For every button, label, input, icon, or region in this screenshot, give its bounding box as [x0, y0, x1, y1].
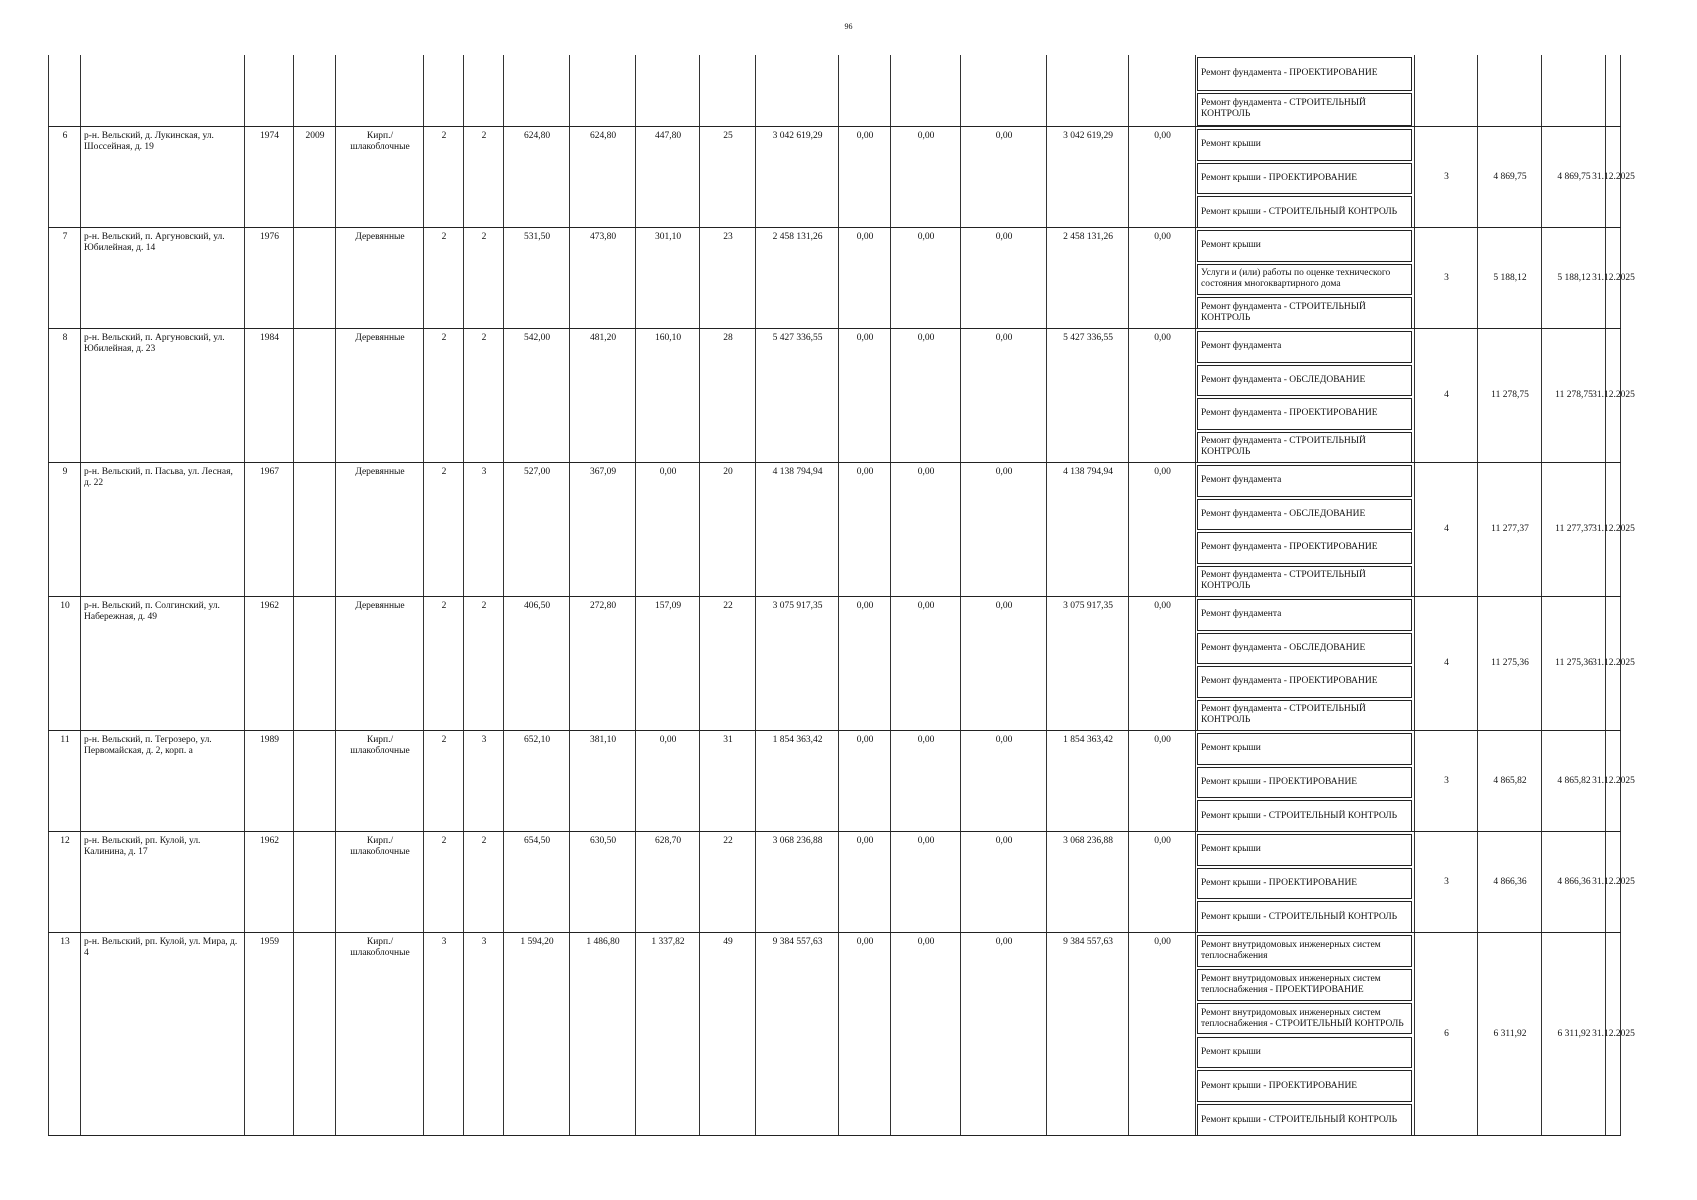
- deadline-cell: 31.12.2025: [1605, 731, 1621, 831]
- entrances-cell: 2: [463, 832, 503, 932]
- entrances-cell: 2: [463, 228, 503, 328]
- address-cell: р-н. Вельский, п. Тегрозеро, ул. Первомайская, д. 2, корп. а: [80, 731, 244, 831]
- unit-cost-cell: 11 275,36: [1477, 597, 1541, 730]
- fund-federal-cell: 0,00: [838, 127, 890, 227]
- work-item: Ремонт внутридомовых инженерных систем теплоснабжения - ПРОЕКТИРОВАНИЕ: [1197, 969, 1412, 1001]
- category-cell: 4: [1414, 463, 1477, 596]
- unit-cost-cell: 4 869,75: [1477, 127, 1541, 227]
- fund-other-cell: 0,00: [1128, 731, 1195, 831]
- work-item: Ремонт фундамента - СТРОИТЕЛЬНЫЙ КОНТРОЛЬ: [1197, 93, 1412, 127]
- area-owned-cell: 157,09: [635, 597, 699, 730]
- floors-cell: 2: [423, 329, 463, 462]
- fund-regional-cell: 0,00: [890, 933, 960, 1135]
- fund-owners-cell: 2 458 131,26: [1046, 228, 1128, 328]
- fund-local-cell: 0,00: [960, 933, 1046, 1135]
- category-cell: [1414, 55, 1477, 126]
- area-living-cell: 481,20: [569, 329, 635, 462]
- fund-owners-cell: 3 068 236,88: [1046, 832, 1128, 932]
- work-item: Ремонт крыши: [1197, 834, 1412, 866]
- year-built-cell: 1967: [244, 463, 293, 596]
- row-number: 13: [48, 933, 80, 1135]
- work-item: Ремонт фундамента - ПРОЕКТИРОВАНИЕ: [1197, 57, 1412, 91]
- year-repair-cell: [293, 228, 335, 328]
- floors-cell: [423, 55, 463, 126]
- area-living-cell: 630,50: [569, 832, 635, 932]
- fund-owners-cell: 3 042 619,29: [1046, 127, 1128, 227]
- area-living-cell: 381,10: [569, 731, 635, 831]
- cost-total-cell: 5 427 336,55: [755, 329, 838, 462]
- wall-material-cell: [335, 55, 423, 126]
- wall-material-cell: Деревянные: [335, 329, 423, 462]
- table-bottom-border: [48, 1135, 1621, 1136]
- work-item: Ремонт крыши: [1197, 1037, 1412, 1069]
- register-table: [48, 55, 1635, 1135]
- cost-total-cell: 1 854 363,42: [755, 731, 838, 831]
- works-list: [1195, 933, 1414, 1135]
- row-number: [48, 55, 80, 126]
- address-cell: [80, 55, 244, 126]
- category-cell: 3: [1414, 228, 1477, 328]
- fund-regional-cell: [890, 55, 960, 126]
- year-repair-cell: [293, 55, 335, 126]
- work-item: Услуги и (или) работы по оценке технического состояния многоквартирного дома: [1197, 264, 1412, 296]
- fund-regional-cell: 0,00: [890, 329, 960, 462]
- year-repair-cell: [293, 832, 335, 932]
- fund-owners-cell: 4 138 794,94: [1046, 463, 1128, 596]
- work-item: Ремонт крыши: [1197, 230, 1412, 262]
- fund-owners-cell: 5 427 336,55: [1046, 329, 1128, 462]
- cost-total-cell: 4 138 794,94: [755, 463, 838, 596]
- unit-cost-cell: 5 188,12: [1477, 228, 1541, 328]
- residents-cell: 23: [699, 228, 755, 328]
- table-row-continuation: [48, 55, 1621, 126]
- address-cell: р-н. Вельский, д. Лукинская, ул. Шоссейная, д. 19: [80, 127, 244, 227]
- deadline-cell: 31.12.2025: [1605, 228, 1621, 328]
- area-living-cell: 367,09: [569, 463, 635, 596]
- address-cell: р-н. Вельский, п. Аргуновский, ул. Юбилейная, д. 23: [80, 329, 244, 462]
- row-number: 11: [48, 731, 80, 831]
- fund-owners-cell: 3 075 917,35: [1046, 597, 1128, 730]
- fund-regional-cell: 0,00: [890, 228, 960, 328]
- address-cell: р-н. Вельский, рп. Кулой, ул. Мира, д. 4: [80, 933, 244, 1135]
- residents-cell: 22: [699, 597, 755, 730]
- area-owned-cell: 1 337,82: [635, 933, 699, 1135]
- fund-other-cell: 0,00: [1128, 933, 1195, 1135]
- floors-cell: 2: [423, 463, 463, 596]
- work-item: Ремонт фундамента: [1197, 331, 1412, 363]
- works-list: [1195, 55, 1414, 126]
- area-owned-cell: 628,70: [635, 832, 699, 932]
- work-item: Ремонт крыши - СТРОИТЕЛЬНЫЙ КОНТРОЛЬ: [1197, 1104, 1412, 1136]
- cost-total-cell: [755, 55, 838, 126]
- unit-cost-cell: 6 311,92: [1477, 933, 1541, 1135]
- max-unit-cost-cell: 4 866,36: [1541, 832, 1605, 932]
- year-built-cell: [244, 55, 293, 126]
- wall-material-cell: Деревянные: [335, 228, 423, 328]
- area-total-cell: 654,50: [503, 832, 569, 932]
- fund-federal-cell: 0,00: [838, 463, 890, 596]
- wall-material-cell: Кирп./ шлакоблочные: [335, 832, 423, 932]
- residents-cell: 28: [699, 329, 755, 462]
- area-owned-cell: 447,80: [635, 127, 699, 227]
- work-item: Ремонт фундамента - СТРОИТЕЛЬНЫЙ КОНТРОЛЬ: [1197, 566, 1412, 598]
- area-total-cell: 624,80: [503, 127, 569, 227]
- fund-other-cell: 0,00: [1128, 597, 1195, 730]
- year-built-cell: 1984: [244, 329, 293, 462]
- area-living-cell: 1 486,80: [569, 933, 635, 1135]
- fund-federal-cell: 0,00: [838, 329, 890, 462]
- area-total-cell: 531,50: [503, 228, 569, 328]
- fund-regional-cell: 0,00: [890, 731, 960, 831]
- works-list: [1195, 127, 1414, 227]
- fund-other-cell: 0,00: [1128, 127, 1195, 227]
- works-list: [1195, 228, 1414, 328]
- category-cell: 3: [1414, 731, 1477, 831]
- fund-other-cell: 0,00: [1128, 228, 1195, 328]
- residents-cell: 25: [699, 127, 755, 227]
- max-unit-cost-cell: 6 311,92: [1541, 933, 1605, 1135]
- area-living-cell: 473,80: [569, 228, 635, 328]
- fund-other-cell: 0,00: [1128, 463, 1195, 596]
- fund-federal-cell: 0,00: [838, 597, 890, 730]
- max-unit-cost-cell: 4 865,82: [1541, 731, 1605, 831]
- work-item: Ремонт фундамента: [1197, 599, 1412, 631]
- area-living-cell: 624,80: [569, 127, 635, 227]
- work-item: Ремонт фундамента - ПРОЕКТИРОВАНИЕ: [1197, 532, 1412, 564]
- area-owned-cell: 0,00: [635, 463, 699, 596]
- residents-cell: 22: [699, 832, 755, 932]
- work-item: Ремонт внутридомовых инженерных систем теплоснабжения - СТРОИТЕЛЬНЫЙ КОНТРОЛЬ: [1197, 1003, 1412, 1035]
- cost-total-cell: 3 068 236,88: [755, 832, 838, 932]
- area-owned-cell: 301,10: [635, 228, 699, 328]
- entrances-cell: 3: [463, 731, 503, 831]
- fund-federal-cell: 0,00: [838, 933, 890, 1135]
- residents-cell: [699, 55, 755, 126]
- max-unit-cost-cell: [1541, 55, 1605, 126]
- year-built-cell: 1959: [244, 933, 293, 1135]
- address-cell: р-н. Вельский, рп. Кулой, ул. Калинина, д. 17: [80, 832, 244, 932]
- work-item: Ремонт фундамента - ПРОЕКТИРОВАНИЕ: [1197, 398, 1412, 430]
- area-total-cell: 1 594,20: [503, 933, 569, 1135]
- area-living-cell: [569, 55, 635, 126]
- fund-owners-cell: [1046, 55, 1128, 126]
- wall-material-cell: Кирп./ шлакоблочные: [335, 731, 423, 831]
- table-row: [48, 328, 1635, 462]
- work-item: Ремонт фундамента - ОБСЛЕДОВАНИЕ: [1197, 633, 1412, 665]
- work-item: Ремонт фундамента - ПРОЕКТИРОВАНИЕ: [1197, 666, 1412, 698]
- year-built-cell: 1962: [244, 832, 293, 932]
- fund-other-cell: 0,00: [1128, 832, 1195, 932]
- table-row: [48, 227, 1635, 328]
- cost-total-cell: 3 042 619,29: [755, 127, 838, 227]
- fund-owners-cell: 9 384 557,63: [1046, 933, 1128, 1135]
- floors-cell: 2: [423, 731, 463, 831]
- year-repair-cell: [293, 597, 335, 730]
- fund-federal-cell: 0,00: [838, 228, 890, 328]
- entrances-cell: 2: [463, 597, 503, 730]
- works-list: [1195, 329, 1414, 462]
- area-owned-cell: 160,10: [635, 329, 699, 462]
- area-total-cell: 652,10: [503, 731, 569, 831]
- fund-local-cell: 0,00: [960, 731, 1046, 831]
- year-built-cell: 1962: [244, 597, 293, 730]
- wall-material-cell: Деревянные: [335, 597, 423, 730]
- area-total-cell: 527,00: [503, 463, 569, 596]
- category-cell: 4: [1414, 329, 1477, 462]
- works-list: [1195, 832, 1414, 932]
- fund-federal-cell: [838, 55, 890, 126]
- page-number: 96: [844, 22, 853, 31]
- max-unit-cost-cell: 11 277,37: [1541, 463, 1605, 596]
- unit-cost-cell: [1477, 55, 1541, 126]
- work-item: Ремонт крыши - СТРОИТЕЛЬНЫЙ КОНТРОЛЬ: [1197, 196, 1412, 228]
- entrances-cell: 3: [463, 463, 503, 596]
- work-item: Ремонт крыши - ПРОЕКТИРОВАНИЕ: [1197, 1070, 1412, 1102]
- entrances-cell: [463, 55, 503, 126]
- unit-cost-cell: 4 866,36: [1477, 832, 1541, 932]
- work-item: Ремонт фундамента: [1197, 465, 1412, 497]
- address-cell: р-н. Вельский, п. Солгинский, ул. Набережная, д. 49: [80, 597, 244, 730]
- deadline-cell: 31.12.2025: [1605, 832, 1621, 932]
- floors-cell: 2: [423, 228, 463, 328]
- work-item: Ремонт крыши - ПРОЕКТИРОВАНИЕ: [1197, 767, 1412, 799]
- fund-local-cell: 0,00: [960, 228, 1046, 328]
- work-item: Ремонт внутридомовых инженерных систем теплоснабжения: [1197, 935, 1412, 967]
- fund-other-cell: [1128, 55, 1195, 126]
- max-unit-cost-cell: 11 278,75: [1541, 329, 1605, 462]
- fund-local-cell: 0,00: [960, 127, 1046, 227]
- work-item: Ремонт фундамента - СТРОИТЕЛЬНЫЙ КОНТРОЛЬ: [1197, 700, 1412, 732]
- address-cell: р-н. Вельский, п. Пасьва, ул. Лесная, д. 22: [80, 463, 244, 596]
- fund-regional-cell: 0,00: [890, 597, 960, 730]
- year-repair-cell: [293, 731, 335, 831]
- residents-cell: 31: [699, 731, 755, 831]
- fund-regional-cell: 0,00: [890, 832, 960, 932]
- entrances-cell: 2: [463, 329, 503, 462]
- deadline-cell: 31.12.2025: [1605, 933, 1621, 1135]
- area-total-cell: 542,00: [503, 329, 569, 462]
- year-repair-cell: [293, 463, 335, 596]
- table-row: [48, 462, 1635, 596]
- category-cell: 3: [1414, 127, 1477, 227]
- floors-cell: 2: [423, 832, 463, 932]
- table-row: [48, 932, 1635, 1135]
- residents-cell: 20: [699, 463, 755, 596]
- max-unit-cost-cell: 5 188,12: [1541, 228, 1605, 328]
- year-repair-cell: [293, 933, 335, 1135]
- cost-total-cell: 3 075 917,35: [755, 597, 838, 730]
- area-total-cell: [503, 55, 569, 126]
- year-built-cell: 1989: [244, 731, 293, 831]
- cost-total-cell: 9 384 557,63: [755, 933, 838, 1135]
- fund-federal-cell: 0,00: [838, 731, 890, 831]
- cost-total-cell: 2 458 131,26: [755, 228, 838, 328]
- wall-material-cell: Кирп./ шлакоблочные: [335, 933, 423, 1135]
- area-owned-cell: [635, 55, 699, 126]
- works-list: [1195, 597, 1414, 730]
- table-row: [48, 730, 1635, 831]
- row-number: 9: [48, 463, 80, 596]
- category-cell: 4: [1414, 597, 1477, 730]
- year-built-cell: 1976: [244, 228, 293, 328]
- max-unit-cost-cell: 4 869,75: [1541, 127, 1605, 227]
- fund-regional-cell: 0,00: [890, 127, 960, 227]
- year-repair-cell: 2009: [293, 127, 335, 227]
- work-item: Ремонт фундамента - ОБСЛЕДОВАНИЕ: [1197, 499, 1412, 531]
- address-cell: р-н. Вельский, п. Аргуновский, ул. Юбилейная, д. 14: [80, 228, 244, 328]
- fund-regional-cell: 0,00: [890, 463, 960, 596]
- fund-local-cell: 0,00: [960, 463, 1046, 596]
- area-owned-cell: 0,00: [635, 731, 699, 831]
- residents-cell: 49: [699, 933, 755, 1135]
- deadline-cell: 31.12.2025: [1605, 127, 1621, 227]
- category-cell: 6: [1414, 933, 1477, 1135]
- fund-other-cell: 0,00: [1128, 329, 1195, 462]
- row-number: 7: [48, 228, 80, 328]
- area-living-cell: 272,80: [569, 597, 635, 730]
- work-item: Ремонт крыши: [1197, 129, 1412, 161]
- work-item: Ремонт крыши: [1197, 733, 1412, 765]
- row-number: 10: [48, 597, 80, 730]
- work-item: Ремонт крыши - ПРОЕКТИРОВАНИЕ: [1197, 163, 1412, 195]
- max-unit-cost-cell: 11 275,36: [1541, 597, 1605, 730]
- floors-cell: 2: [423, 127, 463, 227]
- row-number: 6: [48, 127, 80, 227]
- unit-cost-cell: 11 277,37: [1477, 463, 1541, 596]
- fund-local-cell: [960, 55, 1046, 126]
- row-number: 8: [48, 329, 80, 462]
- table-row: [48, 831, 1635, 932]
- unit-cost-cell: 4 865,82: [1477, 731, 1541, 831]
- fund-local-cell: 0,00: [960, 832, 1046, 932]
- work-item: Ремонт крыши - СТРОИТЕЛЬНЫЙ КОНТРОЛЬ: [1197, 800, 1412, 832]
- table-row: [48, 596, 1635, 730]
- wall-material-cell: Кирп./ шлакоблочные: [335, 127, 423, 227]
- work-item: Ремонт фундамента - СТРОИТЕЛЬНЫЙ КОНТРОЛЬ: [1197, 432, 1412, 464]
- entrances-cell: 2: [463, 127, 503, 227]
- unit-cost-cell: 11 278,75: [1477, 329, 1541, 462]
- work-item: Ремонт фундамента - СТРОИТЕЛЬНЫЙ КОНТРОЛЬ: [1197, 297, 1412, 329]
- category-cell: 3: [1414, 832, 1477, 932]
- fund-federal-cell: 0,00: [838, 832, 890, 932]
- fund-local-cell: 0,00: [960, 597, 1046, 730]
- entrances-cell: 3: [463, 933, 503, 1135]
- row-number: 12: [48, 832, 80, 932]
- floors-cell: 3: [423, 933, 463, 1135]
- deadline-cell: 31.12.2025: [1605, 597, 1621, 730]
- deadline-cell: 31.12.2025: [1605, 463, 1621, 596]
- table-row: [48, 126, 1635, 227]
- year-built-cell: 1974: [244, 127, 293, 227]
- floors-cell: 2: [423, 597, 463, 730]
- year-repair-cell: [293, 329, 335, 462]
- fund-owners-cell: 1 854 363,42: [1046, 731, 1128, 831]
- area-total-cell: 406,50: [503, 597, 569, 730]
- work-item: Ремонт фундамента - ОБСЛЕДОВАНИЕ: [1197, 365, 1412, 397]
- wall-material-cell: Деревянные: [335, 463, 423, 596]
- works-list: [1195, 463, 1414, 596]
- works-list: [1195, 731, 1414, 831]
- deadline-cell: 31.12.2025: [1605, 329, 1621, 462]
- work-item: Ремонт крыши - СТРОИТЕЛЬНЫЙ КОНТРОЛЬ: [1197, 901, 1412, 933]
- fund-local-cell: 0,00: [960, 329, 1046, 462]
- deadline-cell: [1605, 55, 1621, 126]
- work-item: Ремонт крыши - ПРОЕКТИРОВАНИЕ: [1197, 868, 1412, 900]
